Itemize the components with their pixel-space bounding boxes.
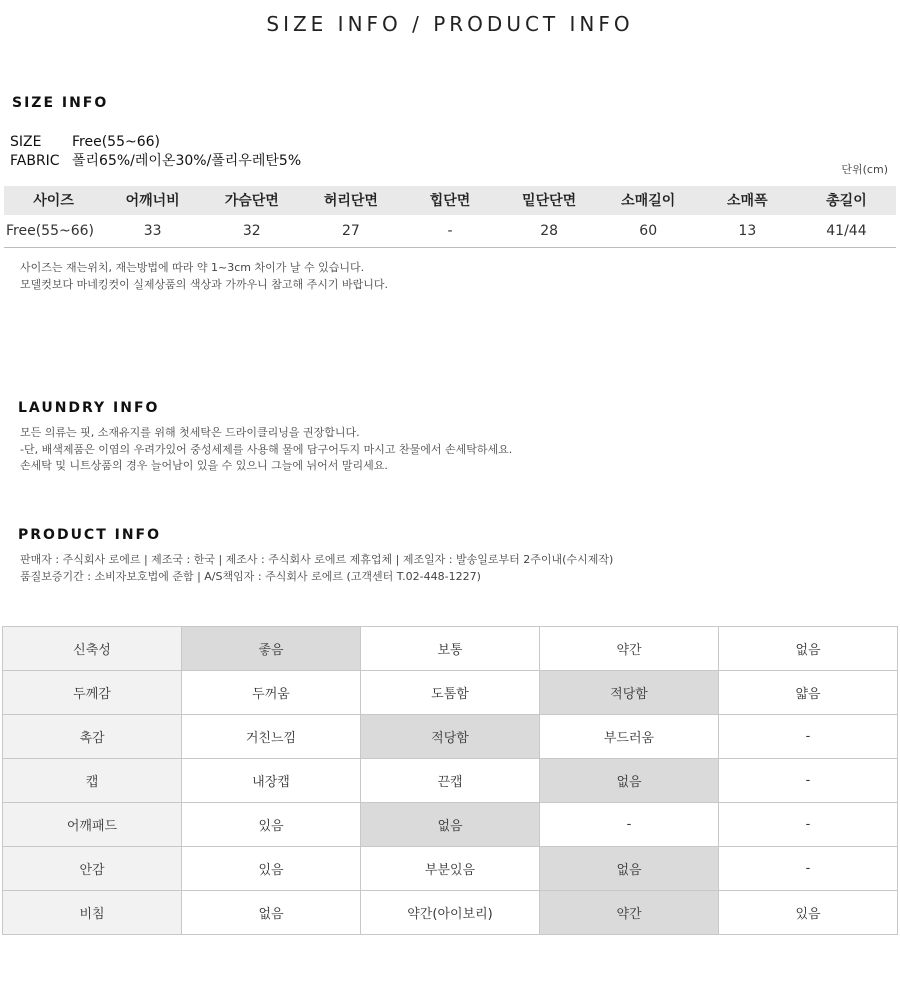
attribute-table [2, 626, 898, 935]
size-spec-row [10, 134, 160, 150]
attribute-option: 있음 [182, 847, 361, 891]
laundry-note-line: -단, 배색제품은 이염의 우려가있어 중성세제를 사용해 물에 담구어두지 마시고 찬물에서 손세탁하세요. [20, 442, 513, 456]
attribute-option: - [719, 759, 898, 803]
laundry-note-line: 모든 의류는 핏, 소재유지를 위해 첫세탁은 드라이클리닝을 권장합니다. [20, 426, 360, 439]
attribute-label: 두께감 [3, 671, 182, 715]
attribute-row [3, 847, 898, 891]
unit-label: 단위(cm) [841, 163, 888, 176]
size-note-line: 사이즈는 재는위치, 재는방법에 따라 약 1~3cm 차이가 날 수 있습니다. [20, 261, 365, 274]
attribute-option: 약간 [540, 627, 719, 671]
attribute-option: 부분있음 [361, 847, 540, 891]
product-note-line: 판매자 : 주식회사 로에르 | 제조국 : 한국 | 제조사 : 주식회사 로에르 제휴업체 | 제조일자 : 발송일로부터 2주이내(수시제작) [20, 553, 614, 566]
laundry-note-line: 손세탁 및 니트상품의 경우 늘어남이 있을 수 있으니 그늘에 뉘어서 말리세요. [20, 459, 388, 472]
attribute-row [3, 715, 898, 759]
size-table-cell: 41/44 [797, 215, 896, 247]
size-table-header: 총길이 [797, 186, 896, 215]
attribute-label: 안감 [3, 847, 182, 891]
attribute-option: 내장캡 [182, 759, 361, 803]
size-notes [20, 260, 388, 293]
fabric-value: 폴리65%/레이온30%/폴리우레탄5% [72, 153, 302, 169]
size-table-cell: 28 [500, 215, 599, 247]
attribute-label: 신축성 [3, 627, 182, 671]
attribute-option: - [540, 803, 719, 847]
attribute-option: 없음 [182, 891, 361, 935]
attribute-label: 비침 [3, 891, 182, 935]
fabric-spec-row [10, 150, 301, 170]
size-table-cell: 27 [301, 215, 400, 247]
size-table-cell: 13 [698, 215, 797, 247]
size-table [4, 186, 896, 248]
size-table-header: 어깨너비 [103, 186, 202, 215]
attribute-option-selected: 적당함 [540, 671, 719, 715]
attribute-option: - [719, 847, 898, 891]
attribute-option-selected: 없음 [540, 759, 719, 803]
attribute-option: 끈캡 [361, 759, 540, 803]
attribute-option: 두꺼움 [182, 671, 361, 715]
size-table-cell: - [400, 215, 499, 247]
size-table-header-row [4, 186, 896, 215]
attribute-option-selected: 좋음 [182, 627, 361, 671]
attribute-row [3, 671, 898, 715]
fabric-label: FABRIC [10, 153, 60, 169]
size-table-header: 가슴단면 [202, 186, 301, 215]
size-table-cell: 33 [103, 215, 202, 247]
attribute-row [3, 759, 898, 803]
size-table-header: 허리단면 [301, 186, 400, 215]
attribute-option: 있음 [182, 803, 361, 847]
page-title: SIZE INFO / PRODUCT INFO [266, 12, 634, 36]
attribute-row [3, 627, 898, 671]
attribute-option-selected: 없음 [361, 803, 540, 847]
size-value: Free(55~66) [72, 134, 160, 150]
product-notes [20, 552, 613, 585]
laundry-info-heading: LAUNDRY INFO [18, 400, 160, 416]
size-table-header: 밑단단면 [500, 186, 599, 215]
attribute-option: 없음 [719, 627, 898, 671]
size-note-line: 모델컷보다 마네킹컷이 실제상품의 색상과 가까우니 참고해 주시기 바랍니다. [20, 277, 389, 291]
attribute-row [3, 803, 898, 847]
size-table-header: 사이즈 [4, 186, 103, 215]
attribute-option: 있음 [719, 891, 898, 935]
laundry-notes [20, 425, 512, 475]
attribute-option: - [719, 715, 898, 759]
product-note-line: 품질보증기간 : 소비자보호법에 준함 | A/S책임자 : 주식회사 로에르 (고객센터 T.02-448-1227) [20, 569, 481, 583]
size-table-header: 힙단면 [400, 186, 499, 215]
attribute-option: 부드러움 [540, 715, 719, 759]
size-table-cell: 32 [202, 215, 301, 247]
attribute-option-selected: 적당함 [361, 715, 540, 759]
attribute-option-selected: 없음 [540, 847, 719, 891]
attribute-option: 도톰함 [361, 671, 540, 715]
attribute-label: 어깨패드 [3, 803, 182, 847]
attribute-option: 거친느낌 [182, 715, 361, 759]
size-label: SIZE [10, 134, 42, 150]
attribute-option: 얇음 [719, 671, 898, 715]
attribute-option: 보통 [361, 627, 540, 671]
attribute-label: 촉감 [3, 715, 182, 759]
size-info-heading: SIZE INFO [12, 95, 109, 111]
attribute-option: 약간(아이보리) [361, 891, 540, 935]
attribute-option-selected: 약간 [540, 891, 719, 935]
size-table-header: 소매폭 [698, 186, 797, 215]
attribute-option: - [719, 803, 898, 847]
product-info-heading: PRODUCT INFO [18, 527, 162, 543]
attribute-row [3, 891, 898, 935]
size-table-cell: 60 [599, 215, 698, 247]
size-table-cell: Free(55~66) [4, 215, 103, 247]
size-table-header: 소매길이 [599, 186, 698, 215]
attribute-label: 캡 [3, 759, 182, 803]
size-table-row [4, 215, 896, 247]
